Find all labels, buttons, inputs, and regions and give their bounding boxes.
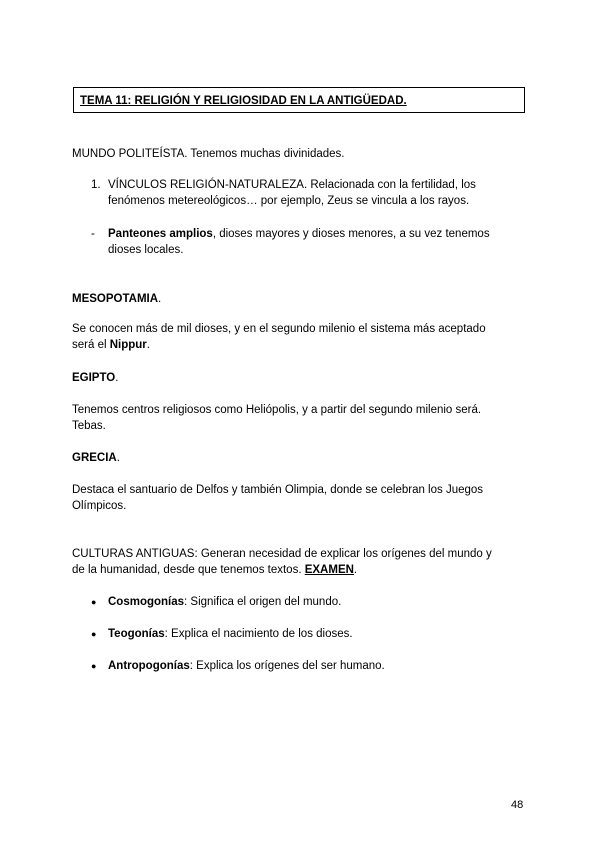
bullet-term: Teogonías [108, 628, 165, 640]
egipto-line-1: Tenemos centros religiosos como Heliópolis, y a partir del segundo milenio será. [72, 404, 482, 416]
title-box [73, 87, 525, 113]
bullet-description: : Explica el nacimiento de los dioses. [164, 628, 353, 640]
egipto-line-2: Tebas. [72, 420, 106, 432]
numbered-item-line-2: fenómenos metereológicos… por ejemplo, Zeus se vincula a los rayos. [108, 195, 470, 207]
grecia-paragraph [72, 482, 532, 514]
numbered-list-item [91, 177, 531, 209]
grecia-heading: GRECIA [72, 452, 117, 464]
list-number: 1. [91, 179, 101, 191]
bullet-term: Antropogonías [108, 660, 190, 672]
dash-marker: - [91, 228, 95, 240]
mesopotamia-line-2-suffix: . [146, 339, 150, 351]
grecia-line-2: Olímpicos. [72, 500, 127, 512]
grecia-heading-line [72, 450, 532, 466]
nippur-bold: Nippur [109, 339, 147, 351]
panteones-bold: Panteones amplios [108, 228, 213, 240]
egipto-heading: EGIPTO [72, 372, 116, 384]
bullet-term: Cosmogonías [108, 596, 185, 608]
page-title: TEMA 11: RELIGIÓN Y RELIGIOSIDAD EN LA ANTIGÜEDAD. [80, 95, 407, 107]
egipto-paragraph [72, 402, 532, 434]
culturas-paragraph [72, 546, 532, 578]
egipto-heading-line [72, 370, 532, 386]
dash-item-line-1-rest: , dioses mayores y dioses menores, a su vez tenemos [212, 228, 490, 240]
mesopotamia-line-1: Se conocen más de mil dioses, y en el segundo milenio el sistema más aceptado [72, 323, 486, 335]
culturas-line-1: CULTURAS ANTIGUAS: Generan necesidad de explicar los orígenes del mundo y [72, 548, 492, 560]
bullet-item-antropogonias [91, 658, 531, 674]
bullet-icon: ● [91, 597, 97, 607]
page-number: 48 [511, 799, 524, 811]
egipto-heading-suffix: . [115, 372, 119, 384]
grecia-heading-suffix: . [116, 452, 120, 464]
bullet-item-cosmogonias [91, 594, 531, 610]
mesopotamia-line-2-prefix: será el [72, 339, 110, 351]
mesopotamia-paragraph [72, 321, 532, 353]
grecia-line-1: Destaca el santuario de Delfos y también Olimpia, donde se celebran los Juegos [72, 484, 484, 496]
culturas-line-2-suffix: . [353, 564, 358, 576]
culturas-line-2-prefix: de la humanidad, desde que tenemos textos. [72, 564, 305, 576]
dash-list-item [91, 226, 531, 258]
examen-bold: EXAMEN [304, 564, 354, 576]
intro-paragraph: MUNDO POLITEÍSTA. Tenemos muchas divinidades. [72, 148, 345, 160]
mesopotamia-heading-suffix: . [158, 293, 162, 305]
bullet-item-teogonias [91, 626, 531, 642]
bullet-icon: ● [91, 629, 97, 639]
bullet-description: : Explica los orígenes del ser humano. [189, 660, 385, 672]
mesopotamia-heading-line [72, 291, 532, 307]
mesopotamia-heading: MESOPOTAMIA [72, 293, 159, 305]
numbered-item-line-1: VÍNCULOS RELIGIÓN-NATURALEZA. Relacionada con la fertilidad, los [108, 179, 476, 191]
dash-item-line-2: dioses locales. [108, 244, 184, 256]
bullet-icon: ● [91, 661, 97, 671]
bullet-description: : Significa el origen del mundo. [184, 596, 342, 608]
